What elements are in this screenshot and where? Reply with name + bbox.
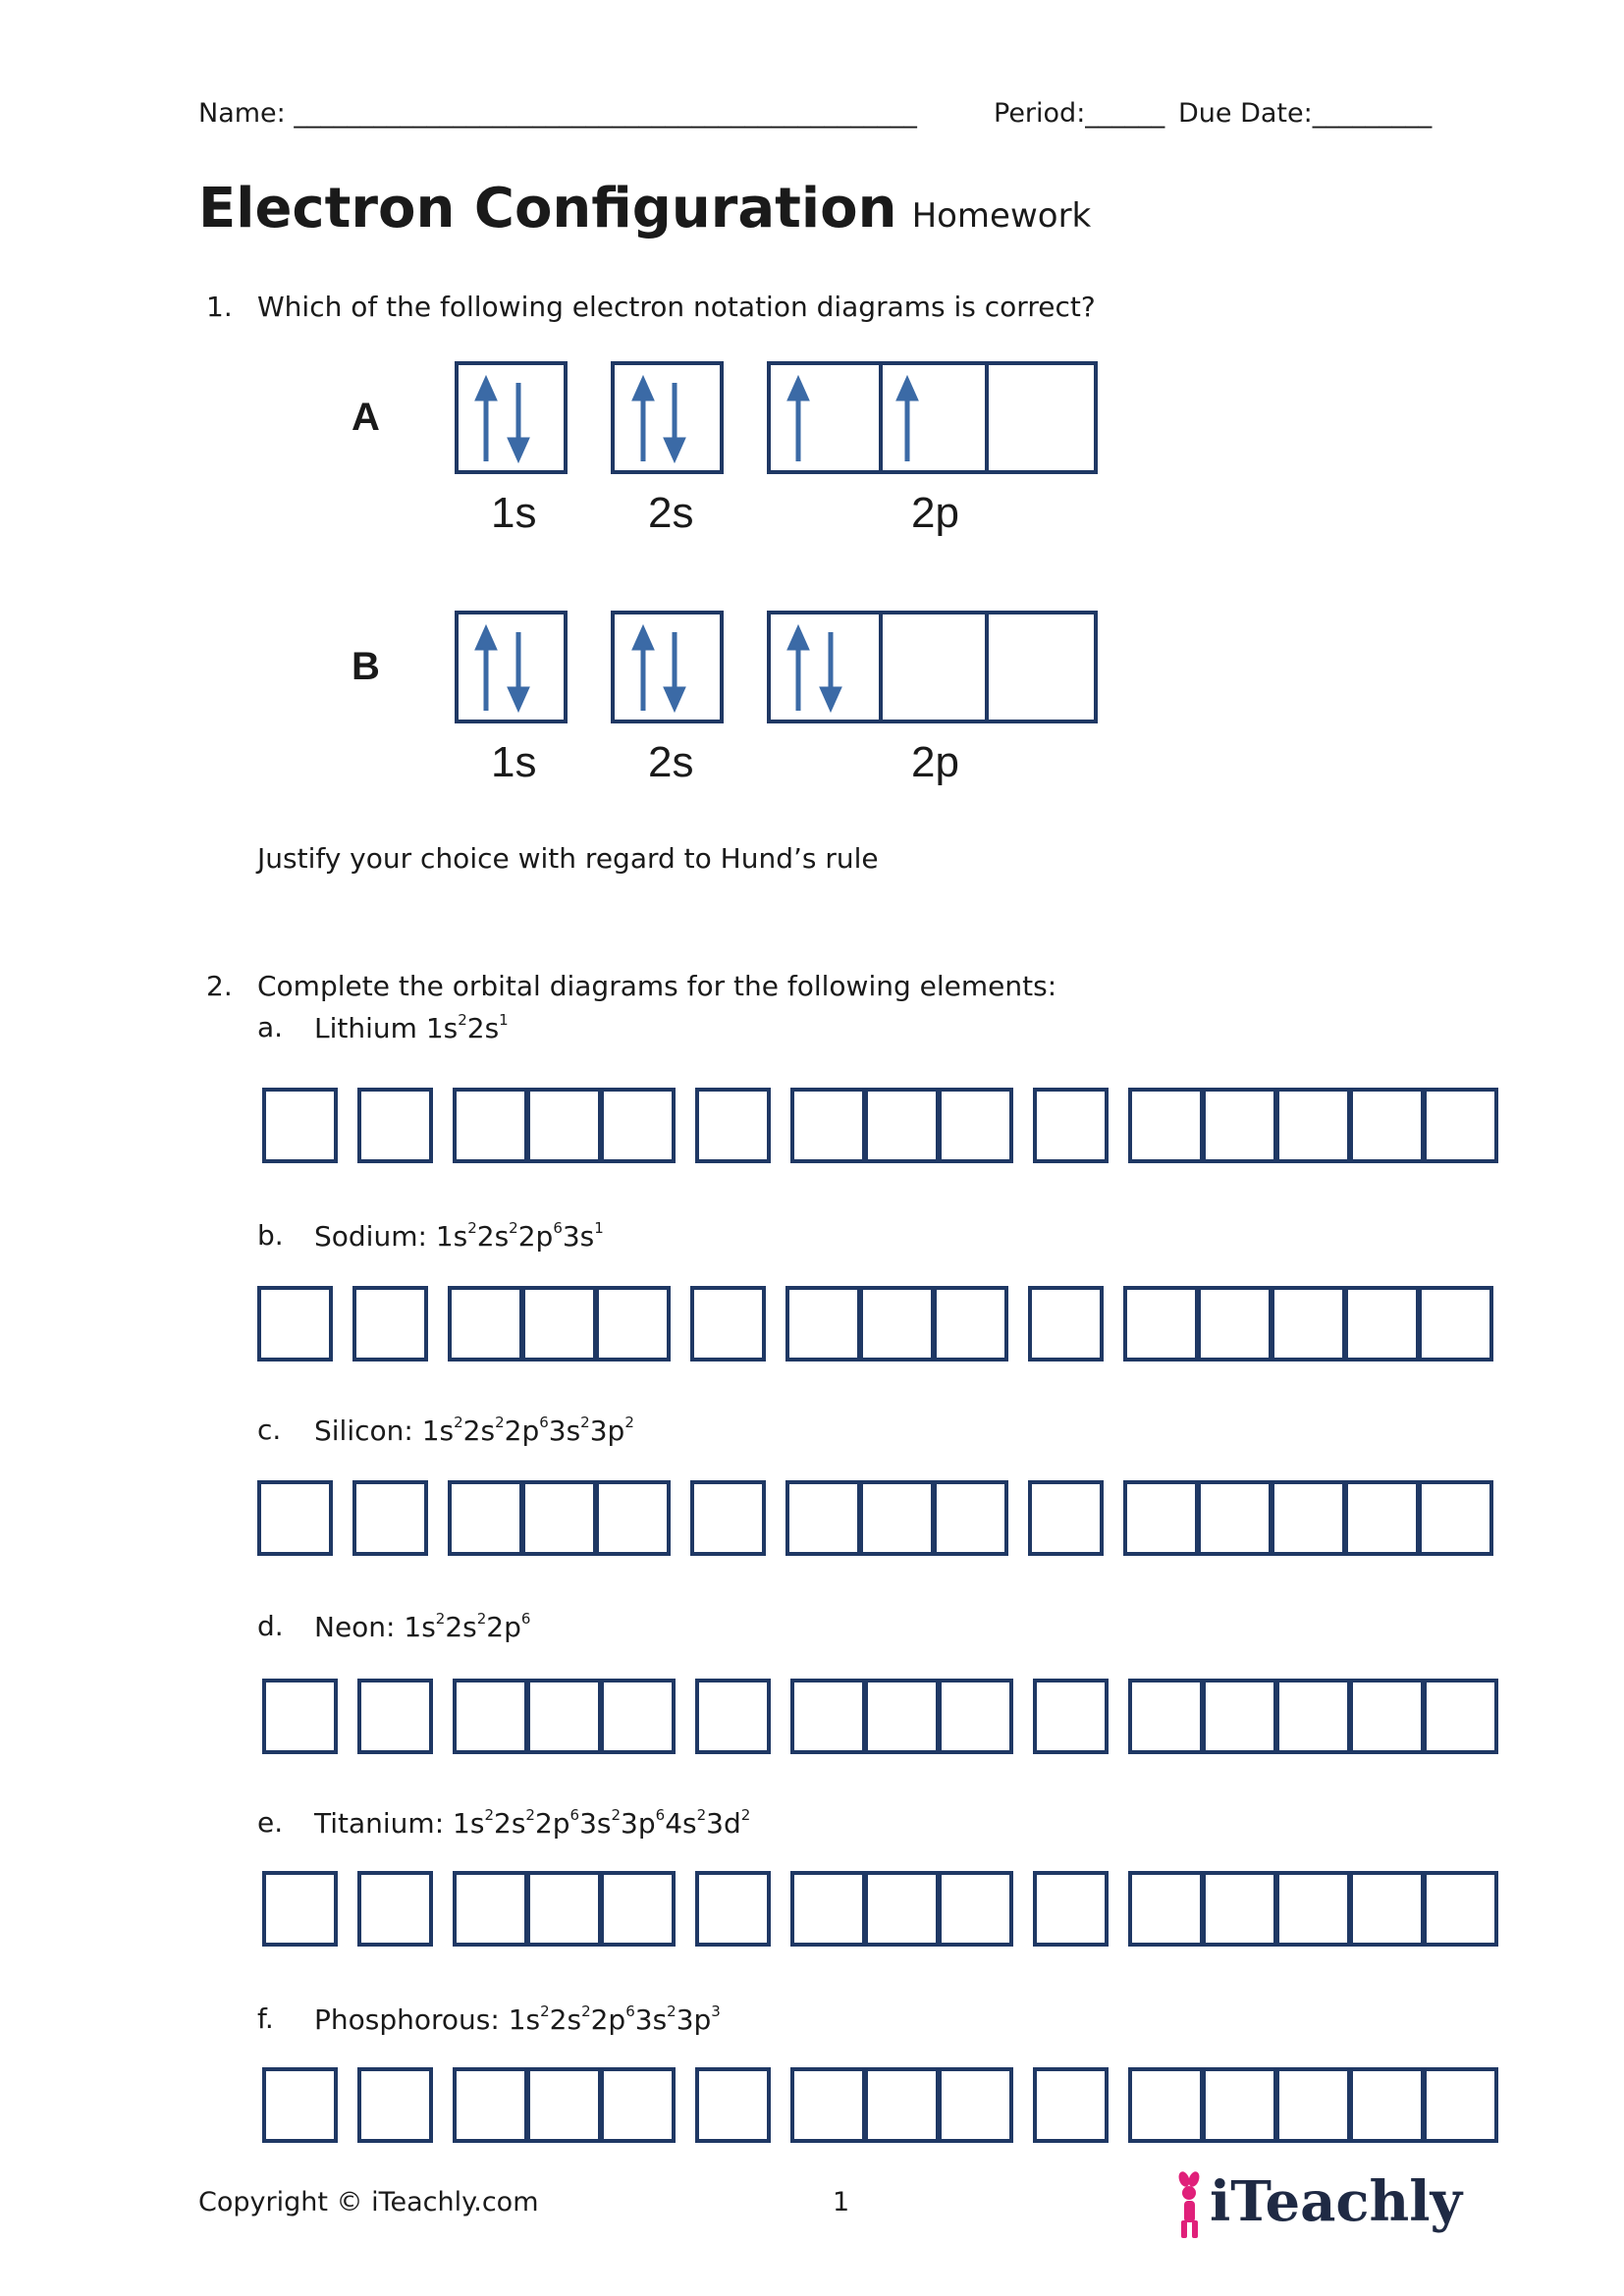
orbital-box[interactable] — [600, 1679, 676, 1754]
orbital-box[interactable] — [938, 1871, 1013, 1947]
q2-item-config — [314, 1219, 604, 1253]
orbital-box[interactable] — [257, 1286, 333, 1362]
orbital-term: 2s — [476, 1220, 510, 1253]
electron-count: 2 — [476, 1610, 487, 1628]
logo-figure-icon — [1170, 2171, 1210, 2242]
orbital-box[interactable] — [453, 1871, 528, 1947]
orbital-term: 3p — [589, 1415, 625, 1447]
diagram-b-label-2p: 2p — [911, 738, 959, 786]
orbital-box[interactable] — [695, 1088, 771, 1163]
orbital-box[interactable] — [1275, 1679, 1351, 1754]
electron-count: 2 — [696, 1806, 707, 1824]
orbital-term: 1s — [435, 1220, 468, 1253]
orbital-term: 3s — [548, 1415, 581, 1447]
orbital-box[interactable] — [453, 1679, 528, 1754]
orbital-box[interactable] — [1197, 1286, 1272, 1362]
orbital-box[interactable] — [938, 1088, 1013, 1163]
orbital-box[interactable] — [526, 2067, 602, 2143]
orbital-box[interactable] — [1344, 1286, 1420, 1362]
q2-item-config — [314, 1011, 509, 1044]
page-number: 1 — [833, 2187, 850, 2217]
orbital-box[interactable] — [690, 1286, 766, 1362]
orbital-box[interactable] — [938, 2067, 1013, 2143]
orbital-box[interactable] — [257, 1480, 333, 1556]
orbital-box[interactable] — [1028, 1480, 1104, 1556]
orbital-box[interactable] — [1423, 1088, 1498, 1163]
orbital-box[interactable] — [1418, 1286, 1493, 1362]
header-period-line[interactable]: Period:______ — [994, 98, 1165, 129]
orbital-box[interactable] — [453, 1088, 528, 1163]
orbital-term: 1s — [508, 2003, 541, 2036]
question-2-number: 2. — [206, 970, 233, 1002]
orbital-box[interactable] — [526, 1088, 602, 1163]
electron-count: 1 — [594, 1219, 604, 1237]
element-name: Titanium: — [314, 1807, 454, 1840]
q2-item-letter: a. — [257, 1011, 284, 1043]
orbital-term: 3s — [579, 1807, 612, 1840]
orbital-term: 2p — [590, 2003, 626, 2036]
logo-text: iTeachly — [1210, 2169, 1463, 2234]
orbital-box[interactable] — [1349, 1088, 1425, 1163]
element-name: Sodium: — [314, 1220, 436, 1253]
electron-count: 6 — [553, 1219, 563, 1237]
diagram-b-arrows — [455, 622, 1103, 716]
orbital-box[interactable] — [785, 1480, 861, 1556]
diagram-a-label-2p: 2p — [911, 489, 959, 537]
diagram-a-label-1s: 1s — [491, 489, 537, 537]
orbital-box[interactable] — [357, 2067, 433, 2143]
orbital-box[interactable] — [526, 1871, 602, 1947]
orbital-box[interactable] — [1033, 2067, 1109, 2143]
orbital-box[interactable] — [448, 1480, 523, 1556]
orbital-box[interactable] — [352, 1480, 428, 1556]
orbital-term: 1s — [404, 1611, 436, 1643]
orbital-box[interactable] — [600, 1871, 676, 1947]
orbital-box[interactable] — [1128, 1871, 1204, 1947]
orbital-box[interactable] — [1202, 1679, 1277, 1754]
orbital-term: 2s — [494, 1807, 526, 1840]
orbital-box[interactable] — [1275, 1088, 1351, 1163]
orbital-box[interactable] — [695, 1679, 771, 1754]
orbital-term: 2p — [504, 1415, 540, 1447]
header-due-date-line[interactable]: Due Date:_________ — [1178, 98, 1433, 129]
orbital-box[interactable] — [1128, 2067, 1204, 2143]
orbital-box[interactable] — [1423, 1871, 1498, 1947]
orbital-box[interactable] — [357, 1871, 433, 1947]
diagram-a-label-2s: 2s — [648, 489, 694, 537]
orbital-box[interactable] — [352, 1286, 428, 1362]
electron-count: 2 — [484, 1806, 494, 1824]
question-2-text: Complete the orbital diagrams for the following elements: — [257, 970, 1057, 1002]
orbital-term: 2s — [466, 1012, 500, 1044]
orbital-box[interactable] — [357, 1088, 433, 1163]
orbital-box[interactable] — [790, 1679, 866, 1754]
electron-count: 2 — [454, 1414, 463, 1431]
q2-item-config — [314, 2002, 721, 2036]
orbital-box[interactable] — [1033, 1679, 1109, 1754]
orbital-term: 3p — [621, 1807, 656, 1840]
orbital-box[interactable] — [521, 1480, 597, 1556]
q2-item-letter: e. — [257, 1806, 284, 1839]
electron-count: 2 — [580, 1414, 590, 1431]
orbital-box[interactable] — [1033, 1088, 1109, 1163]
orbital-box[interactable] — [1271, 1286, 1346, 1362]
diagram-a-label: A — [352, 396, 380, 439]
q2-item-letter: d. — [257, 1610, 284, 1642]
orbital-term: 2s — [462, 1415, 496, 1447]
element-name: Lithium — [314, 1012, 426, 1044]
electron-count: 1 — [499, 1011, 509, 1029]
electron-count: 2 — [624, 1414, 634, 1431]
electron-count: 6 — [625, 2002, 635, 2020]
orbital-box[interactable] — [1202, 1871, 1277, 1947]
q2-item-letter: b. — [257, 1219, 284, 1252]
element-name: Neon: — [314, 1611, 405, 1643]
orbital-box[interactable] — [1128, 1088, 1204, 1163]
orbital-box[interactable] — [1123, 1286, 1199, 1362]
orbital-box[interactable] — [357, 1679, 433, 1754]
electron-count: 2 — [581, 2002, 591, 2020]
electron-count: 6 — [520, 1610, 531, 1628]
orbital-box[interactable] — [933, 1286, 1008, 1362]
orbital-box[interactable] — [695, 2067, 771, 2143]
orbital-term: 2p — [486, 1611, 521, 1643]
orbital-box[interactable] — [1033, 1871, 1109, 1947]
question-1-number: 1. — [206, 291, 233, 323]
electron-count: 2 — [667, 2002, 677, 2020]
electron-count: 2 — [525, 1806, 535, 1824]
element-name: Silicon: — [314, 1415, 422, 1447]
q2-item-letter: c. — [257, 1414, 282, 1446]
diagram-b-label-1s: 1s — [491, 738, 537, 786]
orbital-box[interactable] — [448, 1286, 523, 1362]
orbital-box[interactable] — [1349, 1871, 1425, 1947]
orbital-box[interactable] — [859, 1480, 935, 1556]
orbital-term: 3s — [562, 1220, 595, 1253]
orbital-term: 1s — [421, 1415, 455, 1447]
element-name: Phosphorous: — [314, 2003, 509, 2036]
orbital-term: 2p — [517, 1220, 554, 1253]
orbital-box[interactable] — [864, 1871, 940, 1947]
orbital-box[interactable] — [600, 2067, 676, 2143]
orbital-term: 4s — [665, 1807, 697, 1840]
electron-count: 2 — [740, 1806, 751, 1824]
electron-count: 6 — [569, 1806, 580, 1824]
electron-count: 2 — [467, 1219, 477, 1237]
electron-count: 2 — [611, 1806, 622, 1824]
orbital-box[interactable] — [1123, 1480, 1199, 1556]
orbital-box[interactable] — [859, 1286, 935, 1362]
orbital-box[interactable] — [864, 1088, 940, 1163]
orbital-box[interactable] — [1275, 1871, 1351, 1947]
orbital-box[interactable] — [1275, 2067, 1351, 2143]
q2-item-config — [314, 1610, 530, 1643]
orbital-box[interactable] — [1271, 1480, 1346, 1556]
orbital-box[interactable] — [864, 1679, 940, 1754]
orbital-box[interactable] — [1028, 1286, 1104, 1362]
orbital-box[interactable] — [790, 1088, 866, 1163]
orbital-box[interactable] — [864, 2067, 940, 2143]
orbital-box[interactable] — [938, 1679, 1013, 1754]
electron-count: 2 — [540, 2002, 550, 2020]
orbital-box[interactable] — [1197, 1480, 1272, 1556]
orbital-box[interactable] — [1423, 1679, 1498, 1754]
orbital-box[interactable] — [526, 1679, 602, 1754]
electron-count: 2 — [435, 1610, 446, 1628]
orbital-box[interactable] — [595, 1286, 671, 1362]
orbital-box[interactable] — [1344, 1480, 1420, 1556]
electron-count: 3 — [711, 2002, 721, 2020]
orbital-box[interactable] — [595, 1480, 671, 1556]
orbital-box[interactable] — [262, 1871, 338, 1947]
electron-count: 2 — [509, 1219, 518, 1237]
justify-prompt: Justify your choice with regard to Hund’s rule — [257, 842, 879, 875]
orbital-term: 2s — [445, 1611, 477, 1643]
orbital-term: 3p — [676, 2003, 712, 2036]
electron-count: 6 — [655, 1806, 666, 1824]
orbital-box[interactable] — [521, 1286, 597, 1362]
title-main: Electron Configuration — [198, 177, 897, 240]
orbital-term: 1s — [425, 1012, 459, 1044]
orbital-box[interactable] — [262, 1679, 338, 1754]
orbital-box[interactable] — [933, 1480, 1008, 1556]
orbital-box[interactable] — [1202, 2067, 1277, 2143]
page-title — [198, 177, 1091, 240]
orbital-box[interactable] — [1202, 1088, 1277, 1163]
diagram-b-label: B — [352, 645, 380, 688]
header-name-line[interactable]: Name: _______________________________________________ — [198, 98, 917, 129]
orbital-term: 2p — [534, 1807, 570, 1840]
orbital-box[interactable] — [695, 1871, 771, 1947]
orbital-box[interactable] — [1349, 2067, 1425, 2143]
orbital-box[interactable] — [790, 1871, 866, 1947]
orbital-term: 1s — [453, 1807, 485, 1840]
orbital-box[interactable] — [1349, 1679, 1425, 1754]
q2-item-config — [314, 1806, 750, 1840]
orbital-term: 2s — [549, 2003, 582, 2036]
diagram-a-arrows — [455, 373, 1103, 466]
q2-item-letter: f. — [257, 2002, 274, 2035]
orbital-box[interactable] — [262, 2067, 338, 2143]
orbital-box[interactable] — [262, 1088, 338, 1163]
orbital-box[interactable] — [600, 1088, 676, 1163]
electron-count: 2 — [495, 1414, 505, 1431]
orbital-term: 3s — [634, 2003, 668, 2036]
orbital-box[interactable] — [690, 1480, 766, 1556]
orbital-box[interactable] — [1423, 2067, 1498, 2143]
orbital-term: 3d — [706, 1807, 741, 1840]
orbital-box[interactable] — [790, 2067, 866, 2143]
title-sub: Homework — [911, 196, 1092, 236]
diagram-b-label-2s: 2s — [648, 738, 694, 786]
q2-item-config — [314, 1414, 634, 1447]
question-1-text: Which of the following electron notation diagrams is correct? — [257, 291, 1096, 323]
orbital-box[interactable] — [1128, 1679, 1204, 1754]
orbital-box[interactable] — [785, 1286, 861, 1362]
electron-count: 2 — [458, 1011, 467, 1029]
orbital-box[interactable] — [453, 2067, 528, 2143]
footer-copyright: Copyright © iTeachly.com — [198, 2187, 539, 2217]
orbital-box[interactable] — [1418, 1480, 1493, 1556]
electron-count: 6 — [539, 1414, 549, 1431]
